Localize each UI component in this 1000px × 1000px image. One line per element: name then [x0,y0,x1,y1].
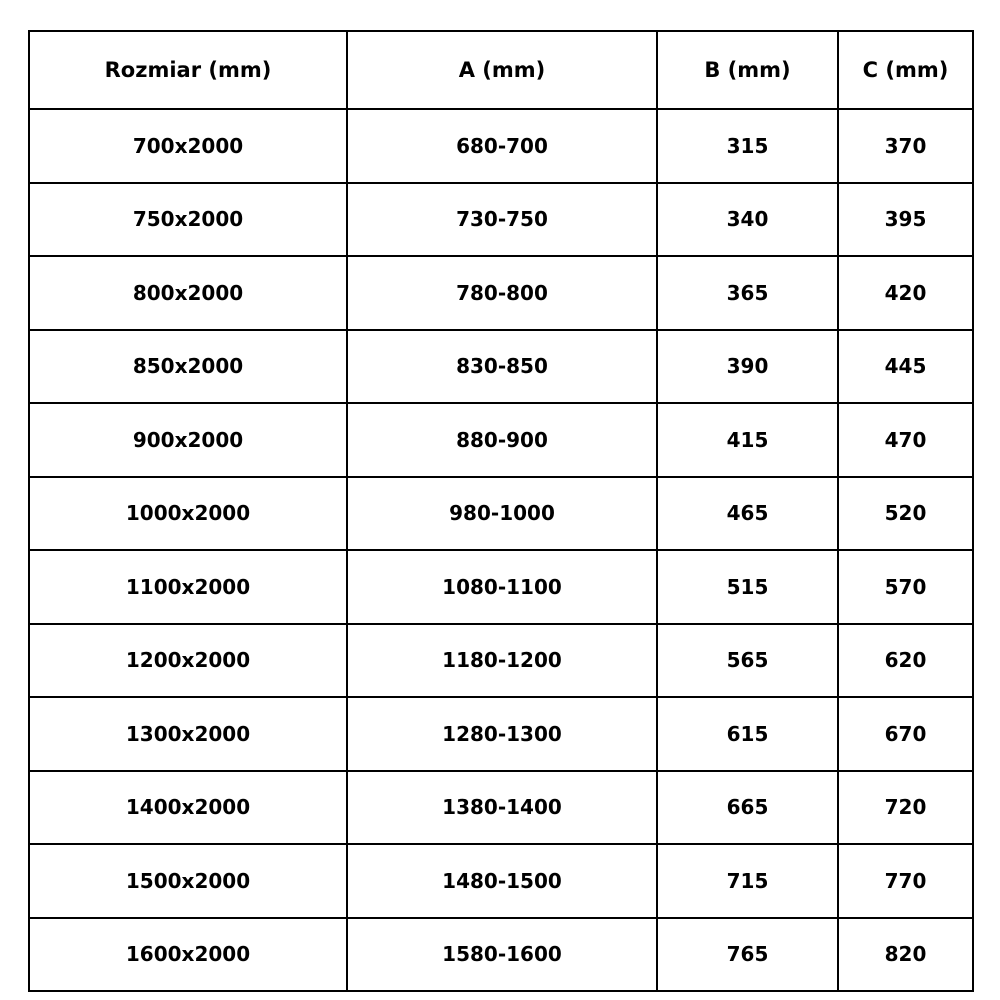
table-body [29,109,973,991]
cell-b: 715 [657,844,838,918]
cell-size: 900x2000 [29,403,347,477]
column-header-c: C (mm) [838,31,973,109]
cell-c: 470 [838,403,973,477]
cell-c: 570 [838,550,973,624]
cell-c: 620 [838,624,973,698]
cell-size: 1400x2000 [29,771,347,845]
table-row [29,697,973,771]
cell-b: 465 [657,477,838,551]
cell-size: 1000x2000 [29,477,347,551]
cell-b: 765 [657,918,838,992]
column-header-a: A (mm) [347,31,657,109]
cell-b: 515 [657,550,838,624]
cell-b: 315 [657,109,838,183]
cell-a: 980-1000 [347,477,657,551]
cell-a: 680-700 [347,109,657,183]
cell-a: 1580-1600 [347,918,657,992]
cell-b: 615 [657,697,838,771]
table-row [29,183,973,257]
cell-a: 780-800 [347,256,657,330]
cell-a: 1080-1100 [347,550,657,624]
cell-size: 700x2000 [29,109,347,183]
cell-c: 770 [838,844,973,918]
table-row [29,918,973,992]
cell-c: 670 [838,697,973,771]
cell-size: 850x2000 [29,330,347,404]
table-row [29,403,973,477]
table-row [29,550,973,624]
cell-c: 370 [838,109,973,183]
table-header-row [29,31,973,109]
table-row [29,844,973,918]
cell-size: 1600x2000 [29,918,347,992]
cell-c: 420 [838,256,973,330]
cell-c: 820 [838,918,973,992]
cell-size: 1300x2000 [29,697,347,771]
cell-a: 1280-1300 [347,697,657,771]
cell-a: 880-900 [347,403,657,477]
table-row [29,330,973,404]
cell-c: 395 [838,183,973,257]
cell-size: 800x2000 [29,256,347,330]
cell-b: 365 [657,256,838,330]
column-header-b: B (mm) [657,31,838,109]
cell-size: 750x2000 [29,183,347,257]
cell-c: 445 [838,330,973,404]
column-header-rozmiar: Rozmiar (mm) [29,31,347,109]
cell-b: 415 [657,403,838,477]
table-row [29,256,973,330]
cell-size: 1100x2000 [29,550,347,624]
cell-b: 340 [657,183,838,257]
table-row [29,109,973,183]
table-row [29,477,973,551]
table-header [29,31,973,109]
cell-a: 1180-1200 [347,624,657,698]
cell-a: 1380-1400 [347,771,657,845]
cell-a: 1480-1500 [347,844,657,918]
cell-size: 1200x2000 [29,624,347,698]
cell-a: 730-750 [347,183,657,257]
cell-size: 1500x2000 [29,844,347,918]
size-specification-table [28,30,974,992]
cell-b: 390 [657,330,838,404]
table-row [29,771,973,845]
cell-b: 565 [657,624,838,698]
table-row [29,624,973,698]
cell-c: 720 [838,771,973,845]
cell-b: 665 [657,771,838,845]
cell-a: 830-850 [347,330,657,404]
cell-c: 520 [838,477,973,551]
